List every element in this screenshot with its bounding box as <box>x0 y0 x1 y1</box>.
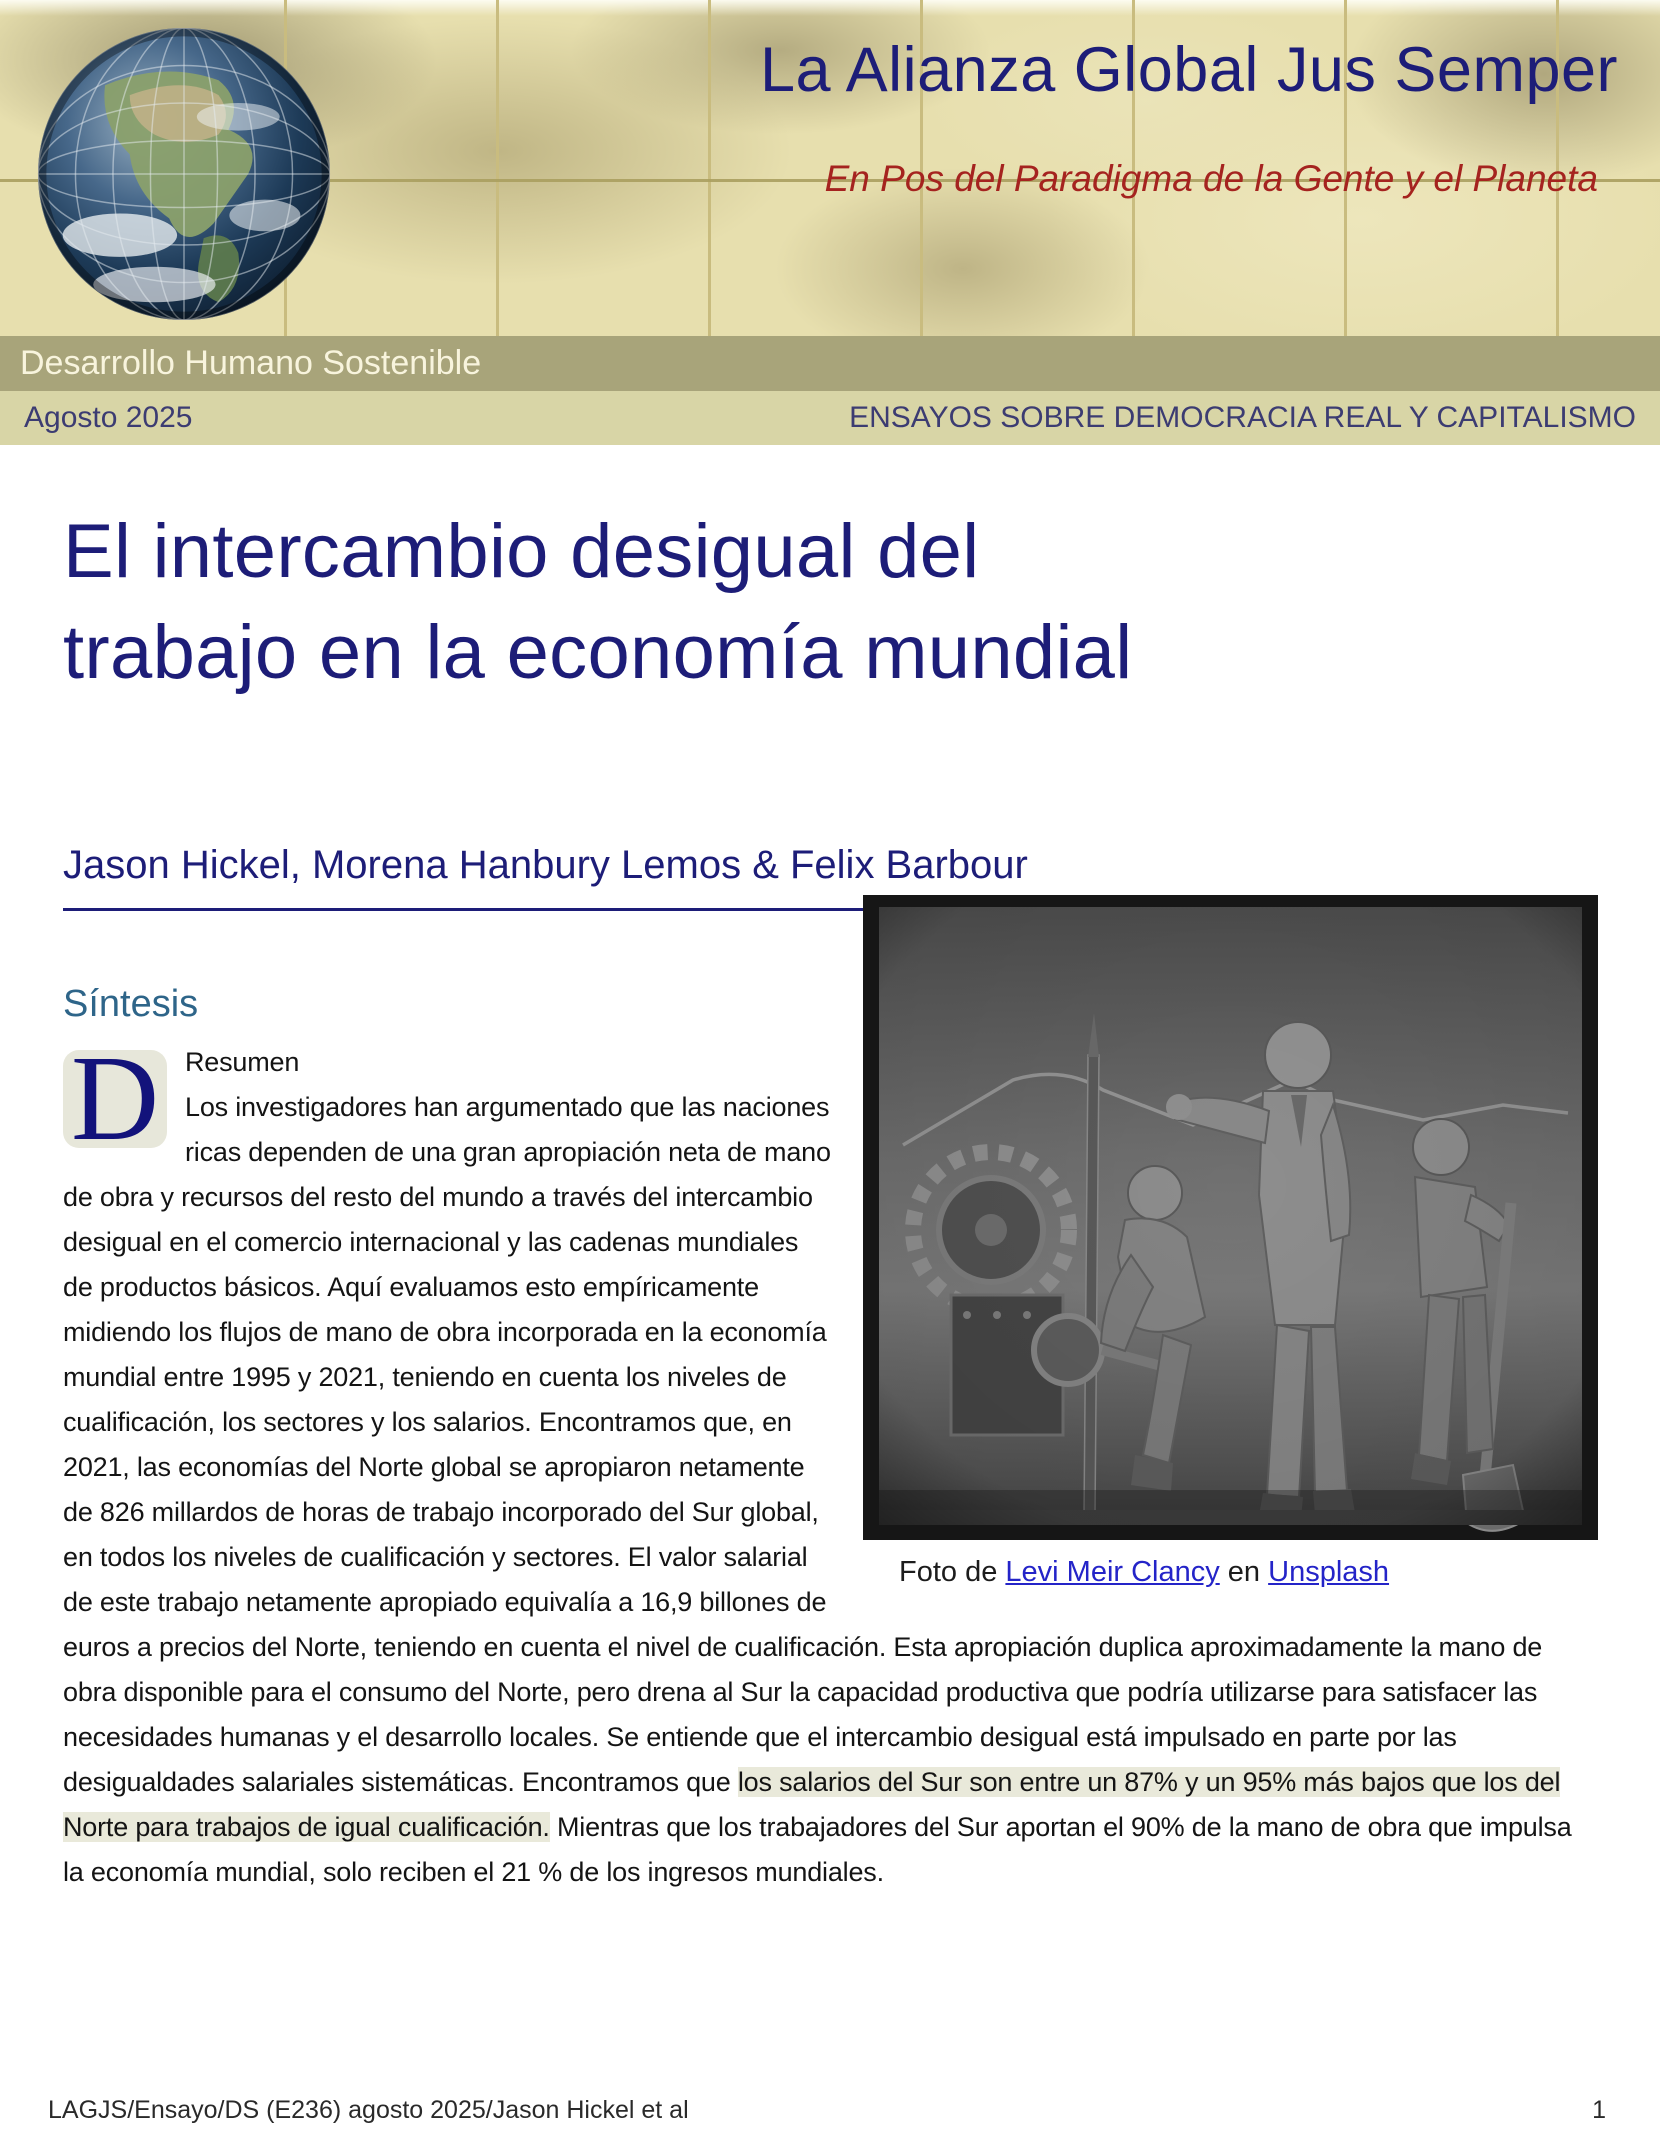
article-title-line2: trabajo en la economía mundial <box>63 610 1133 695</box>
series-label: ENSAYOS SOBRE DEMOCRACIA REAL Y CAPITALISMO <box>849 401 1636 434</box>
photo-caption-middle: en <box>1219 1556 1269 1588</box>
org-tagline: En Pos del Paradigma de la Gente y el Planeta <box>824 158 1598 199</box>
article-title-line1: El intercambio desigual del <box>63 509 980 594</box>
category-band: Desarrollo Humano Sostenible <box>0 336 1660 391</box>
workers-relief-photo <box>863 895 1598 1589</box>
dropcap-letter: D <box>63 1050 167 1148</box>
header-banner <box>0 0 1660 336</box>
article-body <box>63 501 1598 1895</box>
page-footer <box>48 2096 1606 2125</box>
issue-date: Agosto 2025 <box>24 401 193 434</box>
article-title <box>63 501 1598 703</box>
abstract-highlight: los salarios del Sur son entre un 87% y un 95% más bajos que los del Norte para trabajos de igual cualificación. <box>63 1767 1561 1842</box>
abstract-text-2: Mientras que los trabajadores del Sur aportan el 90% de la mano de obra que impulsa la economía mundial, solo reciben el 21 % de los ingresos mundiales. <box>63 1812 1572 1887</box>
abstract-text-1: Los investigadores han argumentado que las naciones ricas dependen de una gran apropiación neta de mano de obra y recursos del resto del mundo a través del intercambio desigual en el comercio internacional y las cadenas mundiales de productos básicos. Aquí evaluamos esto empíricamente midiendo los flujos de mano de obra incorporada en la economía mundial entre 1995 y 2021, teniendo en cuenta los niveles de cualificación, los sectores y los salarios. Encontramos que, en 2021, las economías del Norte global se apropiaron netamente de 826 millardos de horas de trabajo incorporado del Sur global, en todos los niveles de cualificación y sectores. El valor salarial de este trabajo netamente apropiado equivalía a 16,9 billones de euros a precios del Norte, teniendo en cuenta el nivel de cualificación. Esta apropiación duplica aproximadamente la mano de obra disponible para el consumo del Norte, pero drena al Sur la capacidad productiva que podría utilizarse para satisfacer las necesidades humanas y el desarrollo locales. Se entiende que el intercambio desigual está impulsado en parte por las desigualdades salariales sistemáticas. Encontramos que <box>63 1092 1543 1797</box>
photo-credit-link[interactable]: Levi Meir Clancy <box>1005 1556 1220 1588</box>
org-title: La Alianza Global Jus Semper <box>760 35 1618 105</box>
issue-band <box>0 391 1660 445</box>
footer-reference: LAGJS/Ensayo/DS (E236) agosto 2025/Jason Hickel et al <box>48 2096 689 2124</box>
section-heading: Síntesis <box>63 983 199 1025</box>
photo-caption-prefix: Foto de <box>899 1556 1006 1588</box>
page-number: 1 <box>1592 2096 1606 2124</box>
authors-line: Jason Hickel, Morena Hanbury Lemos & Felix Barbour <box>63 843 1028 887</box>
photo-caption <box>899 1556 1598 1589</box>
unsplash-link[interactable]: Unsplash <box>1268 1556 1390 1588</box>
abstract-label: Resumen <box>185 1047 300 1077</box>
